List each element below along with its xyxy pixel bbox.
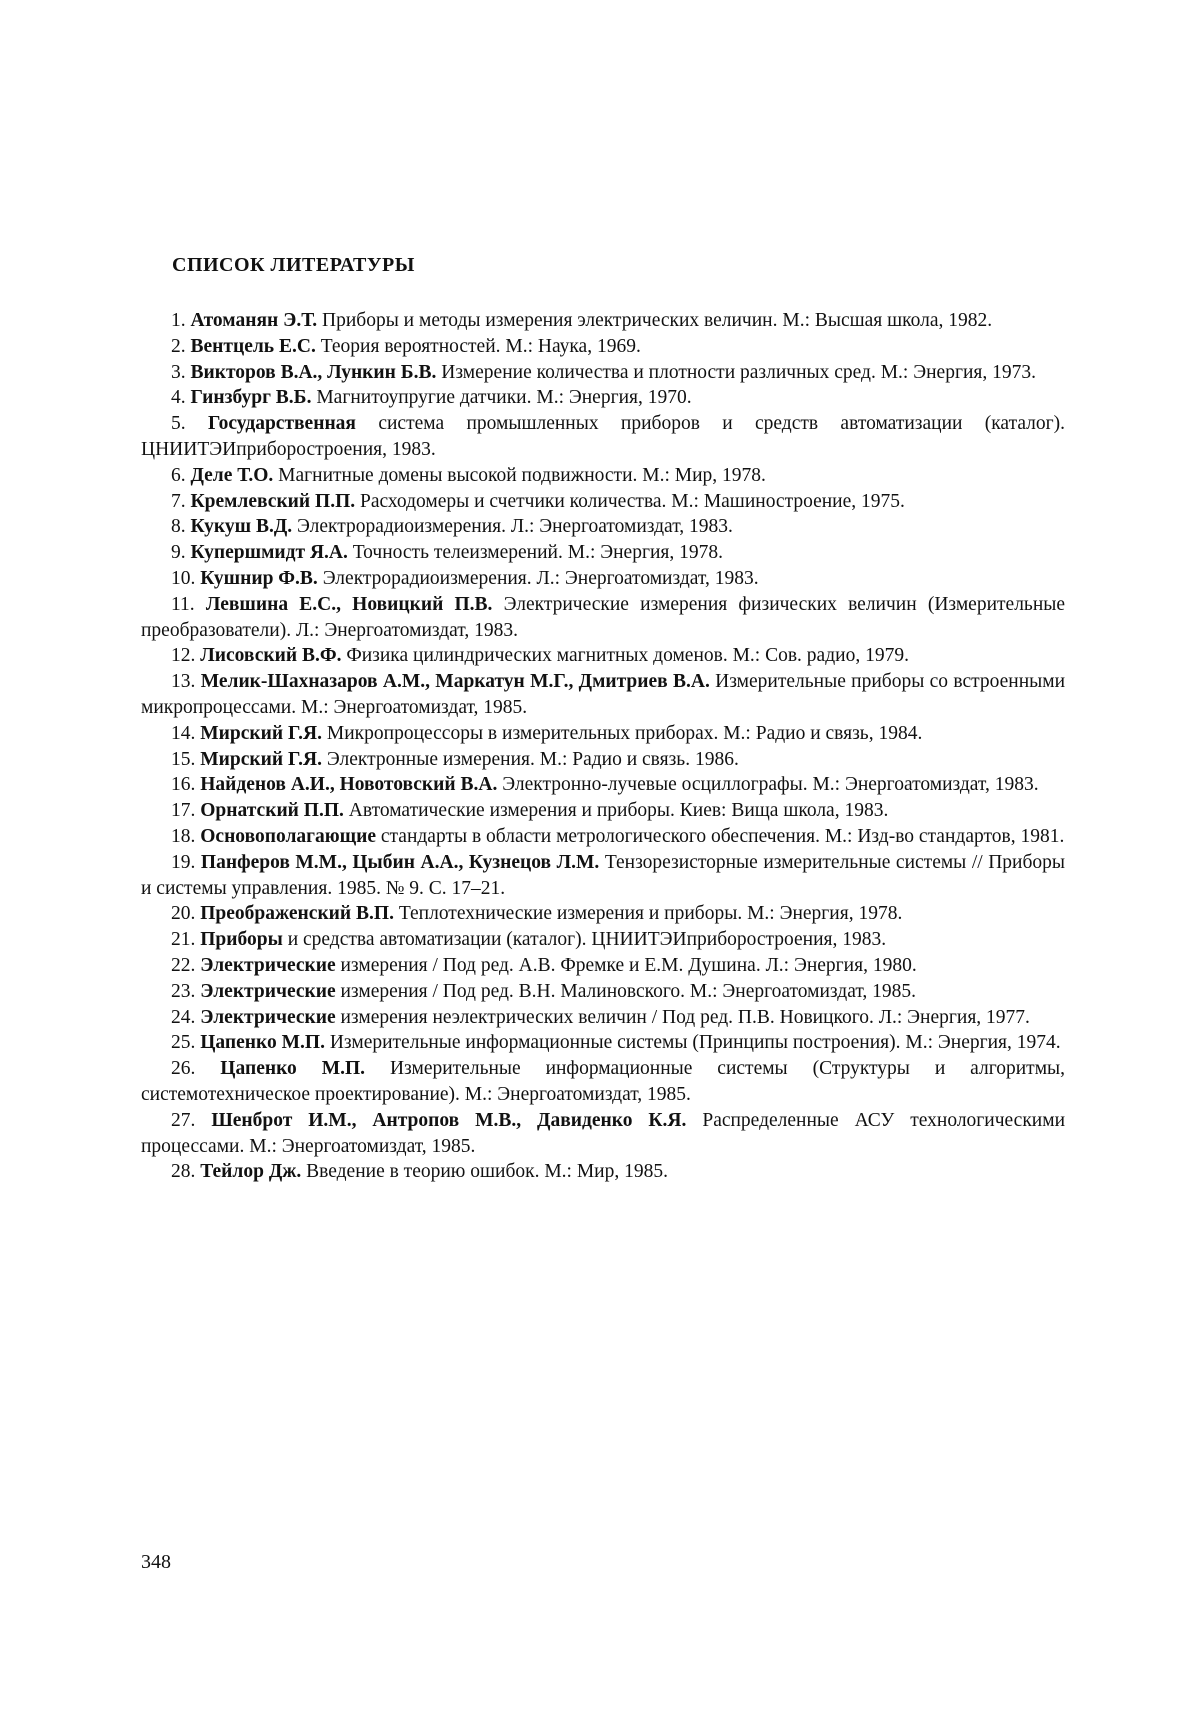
reference-number: 22. — [171, 954, 196, 976]
reference-number: 5. — [171, 413, 186, 435]
reference-text: Измерительные приборы со встроенными микропроцессами. М.: Энергоатомиздат, 1985. — [141, 671, 1066, 718]
reference-author: Атоманян Э.Т. — [190, 310, 318, 331]
reference-author: Мелик-Шахназаров А.М., Маркатун М.Г., Дмитриев В.А. — [200, 671, 710, 693]
reference-item — [141, 592, 1065, 644]
reference-item — [141, 901, 1065, 927]
reference-item — [141, 850, 1065, 902]
reference-number: 25. — [171, 1032, 196, 1054]
reference-item — [141, 360, 1065, 386]
reference-text: Измерительные информационные системы (Принципы построения). М.: Энергия, 1974. — [329, 1032, 1061, 1054]
page-title: СПИСОК ЛИТЕРАТУРЫ — [172, 254, 415, 276]
reference-author: Панферов М.М., Цыбин А.А., Кузнецов Л.М. — [200, 851, 600, 873]
reference-text: Электрорадиоизмерения. Л.: Энергоатомиздат, 1983. — [322, 567, 759, 589]
reference-number: 1. — [171, 310, 186, 331]
reference-number: 27. — [171, 1109, 196, 1131]
reference-number: 23. — [171, 980, 196, 1002]
reference-item — [141, 1056, 1065, 1108]
reference-text: измерения / Под ред. А.В. Фремке и Е.М. Душина. Л.: Энергия, 1980. — [340, 954, 917, 976]
reference-item — [141, 334, 1065, 360]
reference-author: Викторов В.А., Лункин Б.В. — [190, 361, 437, 383]
reference-item — [141, 1005, 1065, 1031]
reference-number: 3. — [171, 361, 186, 383]
reference-author: Кукуш В.Д. — [190, 516, 293, 538]
reference-number: 8. — [171, 516, 186, 538]
reference-author: Кремлевский П.П. — [190, 490, 356, 512]
reference-author: Мирский Г.Я. — [200, 722, 323, 744]
reference-text: Физика цилиндрических магнитных доменов. М.: Сов. радио, 1979. — [346, 645, 909, 667]
reference-author: Электрические — [200, 980, 336, 1002]
reference-author: Электрические — [200, 954, 336, 976]
reference-text: Электрические измерения физических величин (Измерительные преобразователи). Л.: Энергоатомиздат, 1983. — [141, 593, 1066, 641]
reference-text: Расходомеры и счетчики количества. М.: Машиностроение, 1975. — [359, 490, 905, 512]
reference-author: Приборы — [200, 929, 283, 951]
reference-item — [141, 798, 1065, 824]
reference-item — [141, 566, 1065, 592]
reference-text: Измерение количества и плотности различных сред. М.: Энергия, 1973. — [441, 361, 1036, 383]
reference-author: Цапенко М.П. — [220, 1058, 366, 1080]
reference-text: Магнитные домены высокой подвижности. М.: Мир, 1978. — [278, 464, 766, 486]
reference-number: 6. — [171, 464, 186, 486]
reference-number: 14. — [171, 722, 196, 744]
reference-item — [141, 308, 1065, 334]
reference-number: 10. — [171, 567, 196, 589]
reference-text: Электронно-лучевые осциллографы. М.: Энергоатомиздат, 1983. — [502, 774, 1039, 796]
reference-author: Основополагающие — [200, 825, 376, 847]
reference-number: 7. — [171, 490, 186, 512]
reference-author: Мирский Г.Я. — [200, 748, 323, 770]
reference-text: измерения / Под ред. В.Н. Малиновского. М.: Энергоатомиздат, 1985. — [340, 980, 917, 1002]
reference-number: 9. — [171, 542, 186, 564]
reference-number: 2. — [171, 335, 186, 357]
reference-number: 13. — [171, 671, 196, 693]
reference-author: Лисовский В.Ф. — [200, 645, 342, 667]
reference-item — [141, 953, 1065, 979]
reference-author: Найденов А.И., Новотовский В.А. — [200, 774, 498, 796]
reference-text: Приборы и методы измерения электрических величин. М.: Высшая школа, 1982. — [322, 310, 993, 331]
reference-item — [141, 1108, 1065, 1160]
reference-number: 11. — [171, 593, 195, 615]
reference-item — [141, 1030, 1065, 1056]
reference-text: измерения неэлектрических величин / Под ред. П.В. Новицкого. Л.: Энергия, 1977. — [340, 1006, 1030, 1028]
reference-item — [141, 927, 1065, 953]
reference-list — [141, 308, 1065, 1185]
reference-author: Кушнир Ф.В. — [200, 567, 318, 589]
reference-author: Гинзбург В.Б. — [190, 387, 312, 409]
reference-item — [141, 824, 1065, 850]
reference-author: Тейлор Дж. — [200, 1161, 302, 1183]
reference-number: 21. — [171, 929, 196, 951]
reference-item — [141, 385, 1065, 411]
reference-author: Деле Т.О. — [190, 464, 274, 486]
reference-author: Преображенский В.П. — [200, 903, 394, 925]
reference-text: Теплотехнические измерения и приборы. М.: Энергия, 1978. — [398, 903, 903, 925]
reference-number: 28. — [171, 1161, 196, 1183]
reference-text: Автоматические измерения и приборы. Киев: Вища школа, 1983. — [348, 800, 889, 822]
reference-item — [141, 489, 1065, 515]
reference-item — [141, 540, 1065, 566]
reference-number: 20. — [171, 903, 196, 925]
reference-item — [141, 643, 1065, 669]
reference-item — [141, 1159, 1065, 1185]
reference-number: 16. — [171, 774, 196, 796]
reference-text: Измерительные информационные системы (Структуры и алгоритмы, системотехническое проектирование). М.: Энергоатомиздат, 1985. — [141, 1058, 1066, 1105]
reference-text: стандарты в области метрологического обеспечения. М.: Изд-во стандартов, 1981. — [380, 825, 1065, 847]
reference-author: Левшина Е.С., Новицкий П.В. — [205, 593, 493, 615]
reference-text: Магнитоупругие датчики. М.: Энергия, 1970. — [316, 387, 692, 409]
reference-text: Тензорезисторные измерительные системы // Приборы и системы управления. 1985. № 9. С. 17–21. — [141, 851, 1065, 899]
reference-author: Вентцель Е.С. — [190, 335, 316, 357]
reference-item — [141, 669, 1065, 721]
reference-number: 4. — [171, 387, 186, 409]
reference-text: Электронные измерения. М.: Радио и связь. 1986. — [326, 748, 739, 770]
reference-text: Введение в теорию ошибок. М.: Мир, 1985. — [306, 1161, 668, 1183]
reference-author: Цапенко М.П. — [200, 1032, 325, 1054]
reference-item — [141, 411, 1065, 463]
reference-number: 26. — [171, 1058, 196, 1080]
reference-item — [141, 747, 1065, 773]
reference-item — [141, 721, 1065, 747]
reference-text: система промышленных приборов и средств автоматизации (каталог). ЦНИИТЭИприборостроения, 1983. — [141, 413, 1066, 460]
reference-author: Шенброт И.М., Антропов М.В., Давиденко К.Я. — [211, 1109, 687, 1131]
reference-item — [141, 463, 1065, 489]
reference-author: Орнатский П.П. — [200, 800, 344, 822]
reference-number: 17. — [171, 800, 196, 822]
reference-item — [141, 979, 1065, 1005]
reference-author: Купершмидт Я.А. — [190, 542, 348, 564]
reference-text: Микропроцессоры в измерительных приборах. М.: Радио и связь, 1984. — [326, 722, 923, 744]
reference-item — [141, 772, 1065, 798]
reference-author: Государственная — [207, 413, 356, 435]
reference-number: 15. — [171, 748, 196, 770]
reference-text: Точность телеизмерений. М.: Энергия, 1978. — [352, 542, 723, 564]
reference-number: 19. — [171, 851, 196, 873]
reference-number: 12. — [171, 645, 196, 667]
reference-text: Электрорадиоизмерения. Л.: Энергоатомиздат, 1983. — [297, 516, 733, 538]
reference-text: Теория вероятностей. М.: Наука, 1969. — [320, 335, 641, 357]
reference-text: и средства автоматизации (каталог). ЦНИИТЭИприборостроения, 1983. — [287, 929, 887, 951]
page-number: 348 — [141, 1551, 171, 1573]
reference-author: Электрические — [200, 1006, 336, 1028]
reference-item — [141, 514, 1065, 540]
reference-text: Распределенные АСУ технологическими процессами. М.: Энергоатомиздат, 1985. — [141, 1109, 1066, 1157]
reference-number: 18. — [171, 825, 196, 847]
reference-number: 24. — [171, 1006, 196, 1028]
